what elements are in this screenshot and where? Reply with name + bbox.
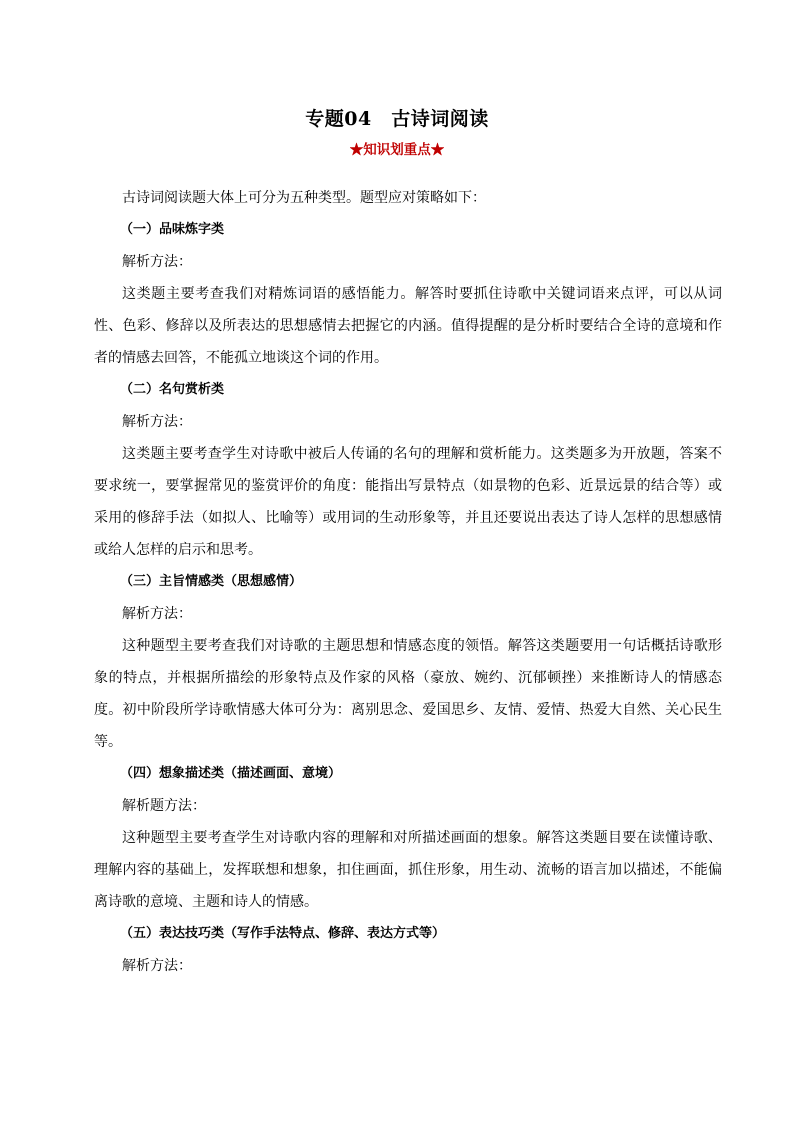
intro-paragraph: 古诗词阅读题大体上可分为五种类型。题型应对策略如下：	[122, 190, 486, 206]
method-label: 解析方法：	[122, 606, 192, 622]
section-heading: （一）品味炼字类	[120, 222, 225, 237]
section-heading: （二）名句赏析类	[120, 382, 225, 397]
page-title: 专题04 古诗词阅读	[305, 108, 489, 130]
star-icon: ★	[430, 142, 445, 158]
method-label: 解析方法：	[122, 414, 192, 430]
section-content: 这种题型主要考查我们对诗歌的主题思想和情感态度的领悟。解答这类题要用一句话概括诗歌形象的特点，并根据所描绘的形象特点及作家的风格（豪放、婉约、沉郁顿挫）来推断诗人的情感态度。初中阶段所学诗歌情感大体可分为：离别思念、爱国思乡、友情、爱情、热爱大自然、关心民生等。	[94, 638, 722, 750]
section-heading: （三）主旨情感类（思想感情）	[120, 574, 303, 589]
subtitle-text: 知识划重点	[363, 142, 431, 158]
method-label: 解析方法：	[122, 254, 192, 270]
method-label: 解析方法：	[122, 958, 192, 974]
star-icon: ★	[349, 142, 364, 158]
method-label: 解析题方法：	[122, 798, 206, 814]
section-heading: （四）想象描述类（描述画面、意境）	[120, 766, 342, 781]
section-content: 这类题主要考查学生对诗歌中被后人传诵的名句的理解和赏析能力。这类题多为开放题，答案不要求统一，要掌握常见的鉴赏评价的角度：能指出写景特点（如景物的色彩、近景远景的结合等）或采用的修辞手法（如拟人、比喻等）或用词的生动形象等，并且还要说出表达了诗人怎样的思想感情或给人怎样的启示和思考。	[94, 446, 722, 558]
section-subtitle	[0, 138, 794, 158]
section-content: 这种题型主要考查学生对诗歌内容的理解和对所描述画面的想象。解答这类题目要在读懂诗歌、理解内容的基础上，发挥联想和想象，扣住画面，抓住形象，用生动、流畅的语言加以描述，不能偏离诗歌的意境、主题和诗人的情感。	[94, 830, 722, 910]
section-content: 这类题主要考查我们对精炼词语的感悟能力。解答时要抓住诗歌中关键词语来点评，可以从词性、色彩、修辞以及所表达的思想感情去把握它的内涵。值得提醒的是分析时要结合全诗的意境和作者的情感去回答，不能孤立地谈这个词的作用。	[94, 286, 722, 366]
section-heading: （五）表达技巧类（写作手法特点、修辞、表达方式等）	[120, 926, 446, 941]
document-body	[94, 182, 722, 982]
